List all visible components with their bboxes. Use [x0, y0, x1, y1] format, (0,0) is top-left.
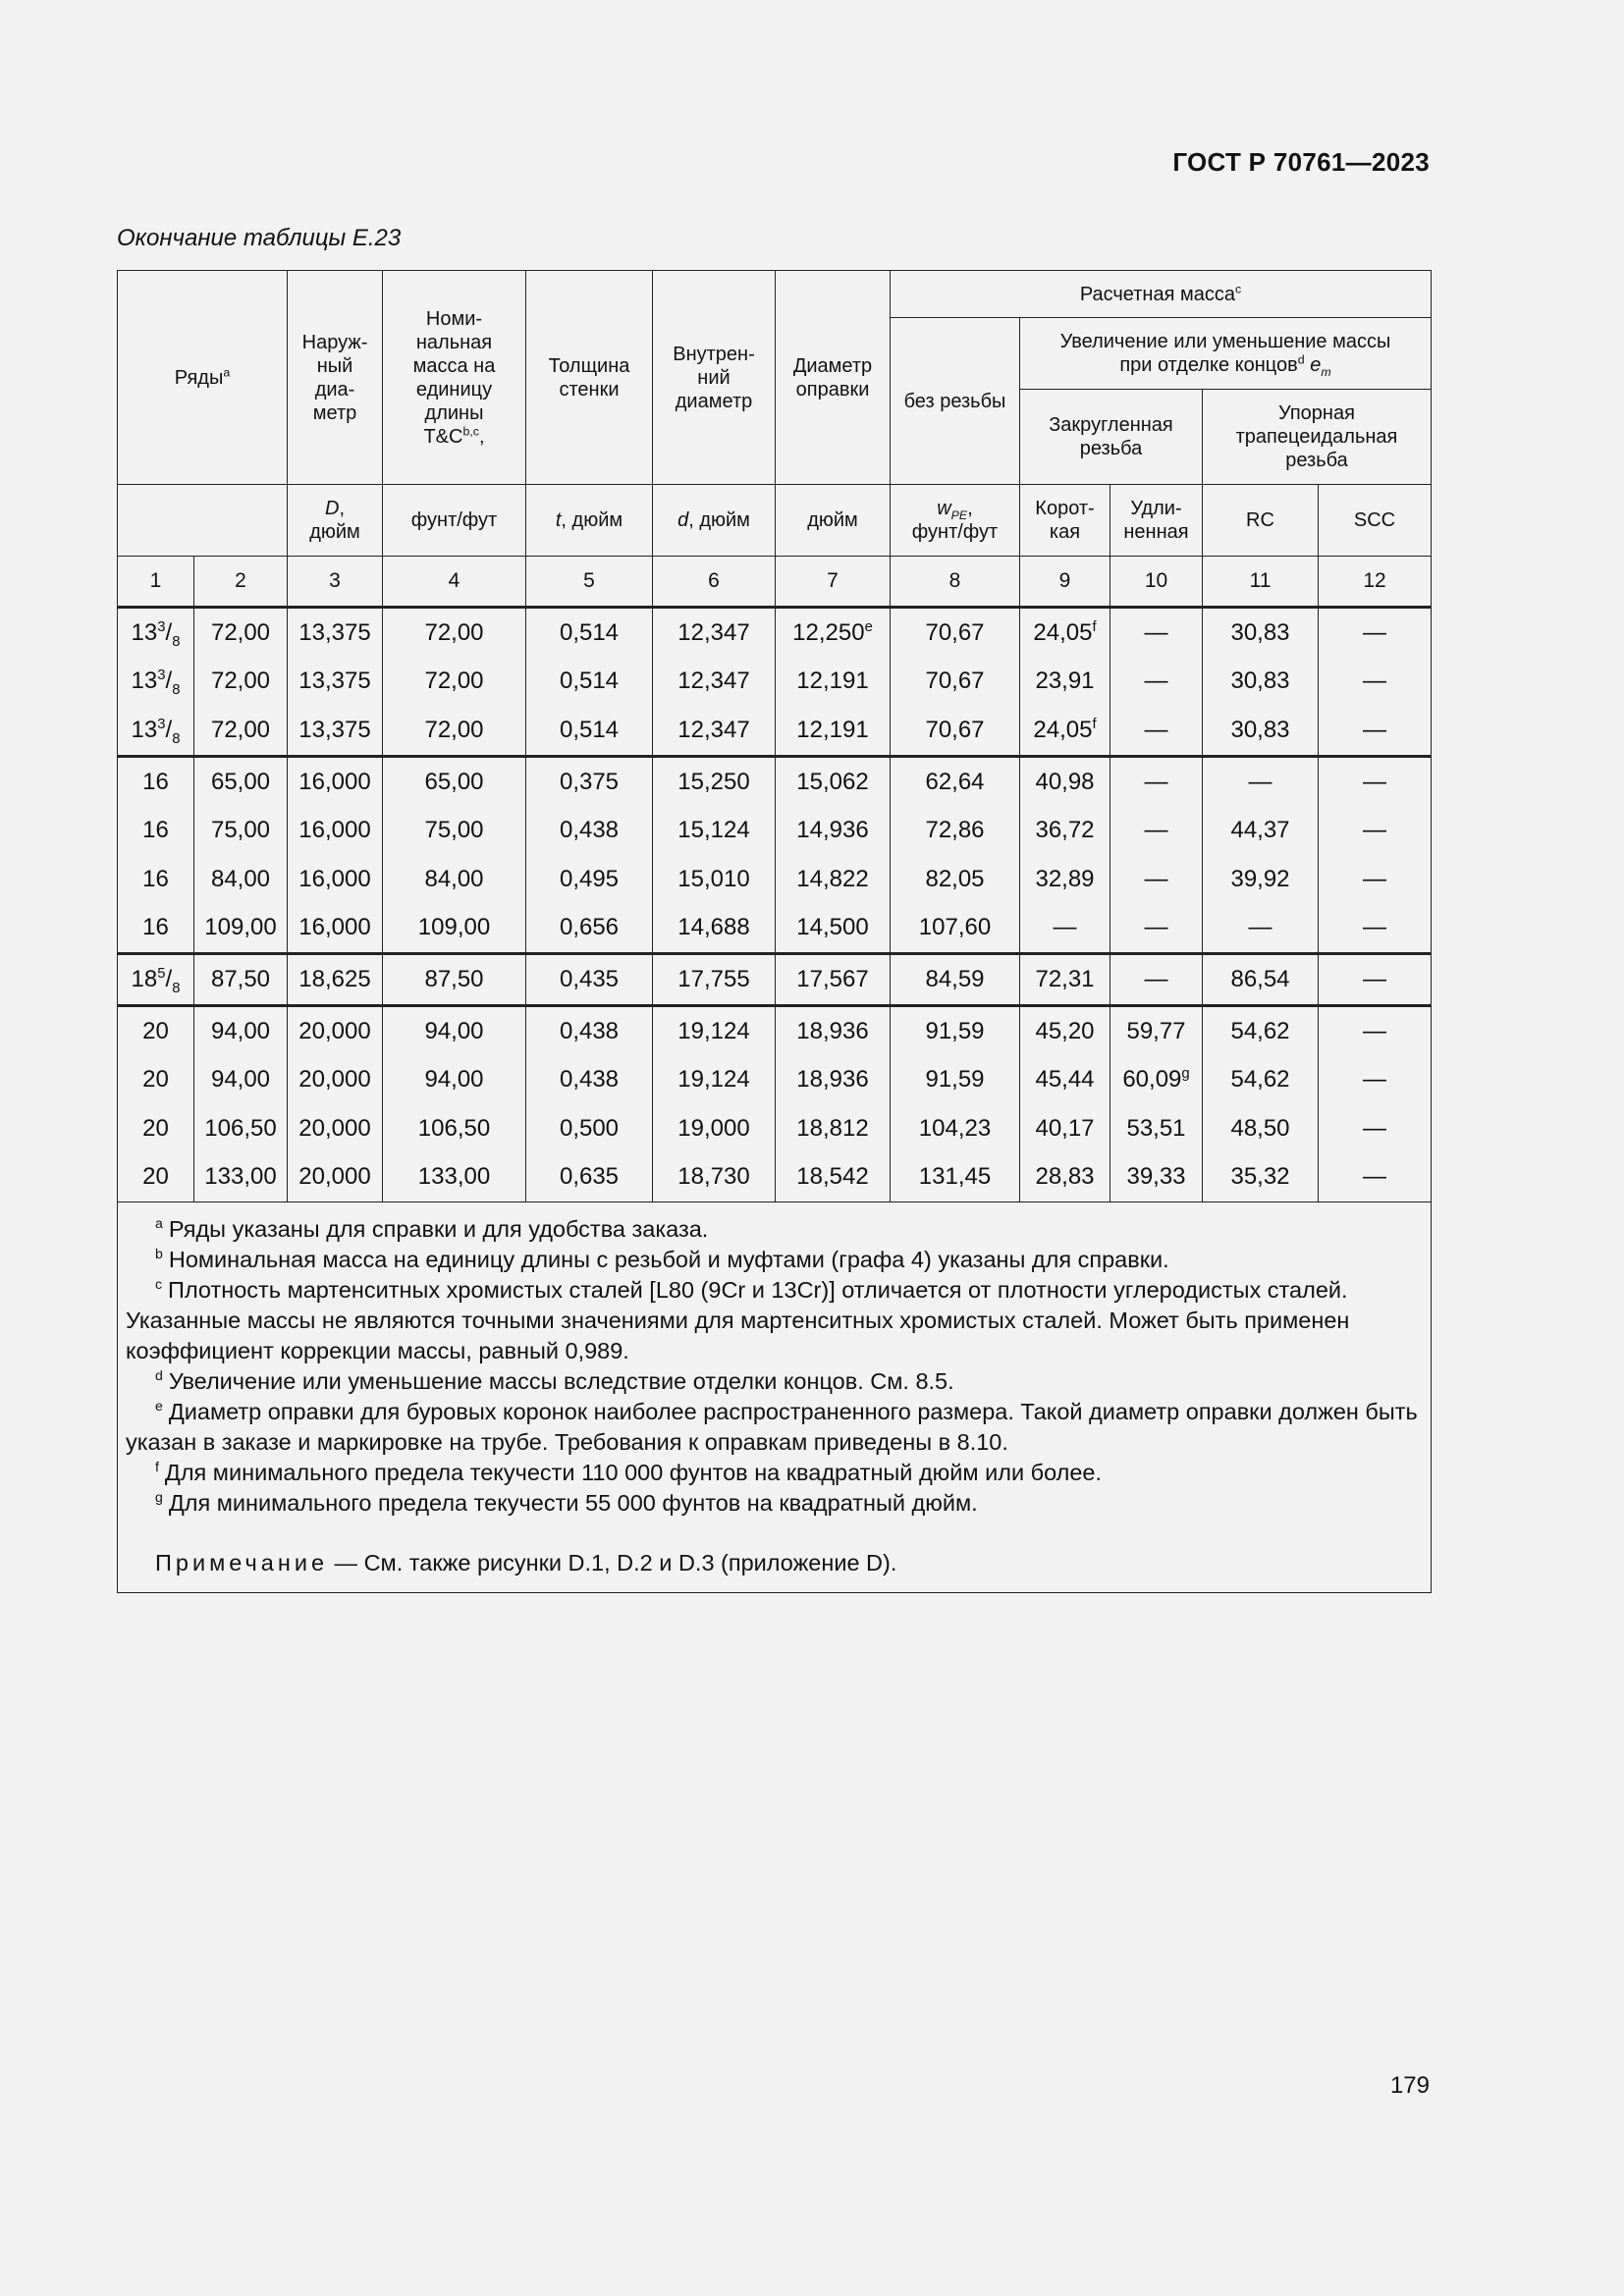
cell-c4: 94,00 [383, 1055, 526, 1104]
cell-c8: 104,23 [891, 1104, 1020, 1153]
cell-size: 16 [118, 806, 194, 855]
cell-c11: 54,62 [1203, 1055, 1319, 1104]
cell-c10: 39,33 [1110, 1153, 1203, 1202]
cell-size: 16 [118, 756, 194, 806]
cell-c5: 0,438 [526, 1055, 653, 1104]
cell-c6: 17,755 [653, 954, 776, 1006]
cell-c9: 72,31 [1020, 954, 1110, 1006]
cell-c5: 0,514 [526, 706, 653, 756]
cell-size: 20 [118, 1005, 194, 1055]
column-number: 5 [526, 557, 653, 608]
cell-c5: 0,635 [526, 1153, 653, 1202]
cell-c12: — [1319, 1005, 1432, 1055]
cell-c2: 72,00 [194, 706, 288, 756]
cell-c3: 16,000 [288, 855, 383, 904]
cell-c3: 20,000 [288, 1104, 383, 1153]
footnote: $^a$ Ряды указаны для справки и для удобства заказа. [155, 1215, 709, 1243]
header-nominal-mass: Номи- нальная масса на единицу длины $T\&C^{b,c}$, [383, 271, 526, 485]
cell-c6: 15,010 [653, 855, 776, 904]
unit-rows-empty [118, 485, 288, 557]
cell-c2: 133,00 [194, 1153, 288, 1202]
cell-c8: 70,67 [891, 658, 1020, 707]
cell-c6: 19,124 [653, 1005, 776, 1055]
cell-size: 20 [118, 1055, 194, 1104]
cell-c6: 12,347 [653, 608, 776, 658]
page-number: 179 [1389, 2072, 1430, 2099]
table-row [118, 1153, 1432, 1202]
footnote: $^f$ Для минимального предела текучести 110 000 фунтов на квадратный дюйм или более. [155, 1459, 1103, 1486]
header-buttress-thread: Упорная трапецеидальная резьба [1203, 390, 1432, 485]
cell-c9: 32,89 [1020, 855, 1110, 904]
cell-c9: 24,05$^f$ [1020, 608, 1110, 658]
cell-c7: 12,191 [776, 658, 891, 707]
footnotes [118, 1202, 1432, 1593]
header-calc-mass: Расчетная масса$^c$ [891, 271, 1432, 318]
table-row [118, 904, 1432, 954]
cell-c6: 12,347 [653, 658, 776, 707]
table-row [118, 756, 1432, 806]
column-number: 4 [383, 557, 526, 608]
cell-c3: 16,000 [288, 806, 383, 855]
cell-c6: 15,250 [653, 756, 776, 806]
cell-c5: 0,514 [526, 608, 653, 658]
cell-c9: 28,83 [1020, 1153, 1110, 1202]
table-caption: Окончание таблицы Е.23 [117, 225, 402, 251]
cell-c10: 59,77 [1110, 1005, 1203, 1055]
cell-c10: — [1110, 706, 1203, 756]
footnote: $^e$ Диаметр оправки для буровых коронок наиболее распространенного размера. Такой диаметр оправки должен быть указан в заказе и маркировке на трубе. Требования к оправкам приведены в 8.10. [126, 1398, 1418, 1456]
cell-c5: 0,495 [526, 855, 653, 904]
cell-c11: 30,83 [1203, 706, 1319, 756]
unit-drift: дюйм [776, 485, 891, 557]
cell-c2: 65,00 [194, 756, 288, 806]
header-wall-thickness: Толщина стенки [526, 271, 653, 485]
cell-c10: — [1110, 658, 1203, 707]
header-gain-loss: Увеличение или уменьшение массы при отделке концов$^d$ $e_m$ [1020, 318, 1432, 390]
cell-c2: 94,00 [194, 1005, 288, 1055]
cell-c7: 18,812 [776, 1104, 891, 1153]
cell-c12: — [1319, 1055, 1432, 1104]
data-table [117, 270, 1432, 1593]
column-number: 1 [118, 557, 194, 608]
cell-c10: 60,09$^g$ [1110, 1055, 1203, 1104]
cell-c3: 20,000 [288, 1153, 383, 1202]
header-drift-diameter: Диаметр оправки [776, 271, 891, 485]
cell-size: $13^3/_8$ [118, 706, 194, 756]
cell-c4: 87,50 [383, 954, 526, 1006]
cell-c12: — [1319, 954, 1432, 1006]
cell-c2: 87,50 [194, 954, 288, 1006]
cell-c11: — [1203, 904, 1319, 954]
cell-c2: 72,00 [194, 608, 288, 658]
cell-c2: 109,00 [194, 904, 288, 954]
cell-c11: 86,54 [1203, 954, 1319, 1006]
cell-c2: 94,00 [194, 1055, 288, 1104]
cell-c8: 82,05 [891, 855, 1020, 904]
unit-nominal-mass: фунт/фут [383, 485, 526, 557]
cell-c7: 18,936 [776, 1005, 891, 1055]
cell-c12: — [1319, 608, 1432, 658]
cell-size: $13^3/_8$ [118, 658, 194, 707]
cell-c4: 84,00 [383, 855, 526, 904]
cell-c9: 36,72 [1020, 806, 1110, 855]
cell-c10: — [1110, 756, 1203, 806]
cell-size: 20 [118, 1104, 194, 1153]
cell-c3: 13,375 [288, 706, 383, 756]
footnote: $^g$ Для минимального предела текучести 55 000 фунтов на квадратный дюйм. [155, 1489, 978, 1517]
cell-c12: — [1319, 706, 1432, 756]
cell-c12: — [1319, 1104, 1432, 1153]
table-row [118, 706, 1432, 756]
cell-c6: 14,688 [653, 904, 776, 954]
column-number: 9 [1020, 557, 1110, 608]
unit-wall: t, дюйм [526, 485, 653, 557]
header-scc: SCC [1319, 485, 1432, 557]
cell-c10: 53,51 [1110, 1104, 1203, 1153]
footnote: $^b$ Номинальная масса на единицу длины с резьбой и муфтами (графа 4) указаны для справки. [155, 1246, 1169, 1273]
cell-c8: 91,59 [891, 1055, 1020, 1104]
cell-c4: 65,00 [383, 756, 526, 806]
cell-c11: 30,83 [1203, 658, 1319, 707]
cell-c5: 0,656 [526, 904, 653, 954]
cell-c8: 62,64 [891, 756, 1020, 806]
cell-c4: 106,50 [383, 1104, 526, 1153]
cell-c2: 72,00 [194, 658, 288, 707]
cell-c4: 109,00 [383, 904, 526, 954]
table-row [118, 954, 1432, 1006]
cell-c7: 17,567 [776, 954, 891, 1006]
cell-c10: — [1110, 904, 1203, 954]
cell-c5: 0,500 [526, 1104, 653, 1153]
cell-c6: 12,347 [653, 706, 776, 756]
header-short: Корот- кая [1020, 485, 1110, 557]
header-rows: Ряды$^a$ [118, 271, 288, 485]
cell-c9: 24,05$^f$ [1020, 706, 1110, 756]
column-number: 12 [1319, 557, 1432, 608]
cell-c11: — [1203, 756, 1319, 806]
table-body [118, 608, 1432, 1202]
cell-c6: 18,730 [653, 1153, 776, 1202]
cell-c9: 40,17 [1020, 1104, 1110, 1153]
column-number: 3 [288, 557, 383, 608]
header-plain-end: без резьбы [891, 318, 1020, 485]
cell-c10: — [1110, 954, 1203, 1006]
cell-size: 16 [118, 904, 194, 954]
cell-c7: 14,500 [776, 904, 891, 954]
cell-c11: 39,92 [1203, 855, 1319, 904]
cell-c12: — [1319, 658, 1432, 707]
cell-c12: — [1319, 806, 1432, 855]
cell-c4: 133,00 [383, 1153, 526, 1202]
table-row [118, 855, 1432, 904]
column-number-row [118, 557, 1432, 608]
cell-c10: — [1110, 608, 1203, 658]
table-row [118, 1055, 1432, 1104]
column-number: 2 [194, 557, 288, 608]
cell-c4: 75,00 [383, 806, 526, 855]
cell-c9: 40,98 [1020, 756, 1110, 806]
table-row [118, 806, 1432, 855]
cell-c5: 0,375 [526, 756, 653, 806]
cell-c12: — [1319, 904, 1432, 954]
column-number: 6 [653, 557, 776, 608]
cell-c9: 45,44 [1020, 1055, 1110, 1104]
cell-c8: 70,67 [891, 706, 1020, 756]
table-row [118, 658, 1432, 707]
note: Примечание — См. также рисунки D.1, D.2 и D.3 (приложение D). [155, 1550, 897, 1576]
cell-c9: 23,91 [1020, 658, 1110, 707]
cell-c7: 15,062 [776, 756, 891, 806]
cell-c5: 0,514 [526, 658, 653, 707]
cell-c7: 18,936 [776, 1055, 891, 1104]
cell-c11: 30,83 [1203, 608, 1319, 658]
table-row [118, 1005, 1432, 1055]
cell-c4: 72,00 [383, 706, 526, 756]
table-row [118, 608, 1432, 658]
header-inner-diameter: Внутрен- ний диаметр [653, 271, 776, 485]
cell-c5: 0,438 [526, 806, 653, 855]
cell-c12: — [1319, 756, 1432, 806]
cell-c11: 48,50 [1203, 1104, 1319, 1153]
cell-c2: 75,00 [194, 806, 288, 855]
cell-c12: — [1319, 1153, 1432, 1202]
cell-c12: — [1319, 855, 1432, 904]
cell-c4: 94,00 [383, 1005, 526, 1055]
cell-c10: — [1110, 806, 1203, 855]
cell-size: $13^3/_8$ [118, 608, 194, 658]
cell-c6: 19,124 [653, 1055, 776, 1104]
cell-c8: 72,86 [891, 806, 1020, 855]
unit-plain-end: $w_{PE}$, фунт/фут [891, 485, 1020, 557]
cell-c6: 15,124 [653, 806, 776, 855]
cell-c11: 35,32 [1203, 1153, 1319, 1202]
header-long: Удли- ненная [1110, 485, 1203, 557]
cell-c11: 54,62 [1203, 1005, 1319, 1055]
column-number: 8 [891, 557, 1020, 608]
cell-c3: 20,000 [288, 1055, 383, 1104]
cell-c5: 0,438 [526, 1005, 653, 1055]
cell-size: 16 [118, 855, 194, 904]
document-code: ГОСТ Р 70761—2023 [1172, 147, 1430, 177]
cell-c8: 91,59 [891, 1005, 1020, 1055]
cell-c7: 14,822 [776, 855, 891, 904]
unit-inner-diameter: d, дюйм [653, 485, 776, 557]
cell-c7: 18,542 [776, 1153, 891, 1202]
table-row [118, 1104, 1432, 1153]
cell-c8: 84,59 [891, 954, 1020, 1006]
cell-size: $18^5/_8$ [118, 954, 194, 1006]
cell-c2: 106,50 [194, 1104, 288, 1153]
cell-c2: 84,00 [194, 855, 288, 904]
unit-outer-diameter: D, дюйм [288, 485, 383, 557]
cell-c4: 72,00 [383, 608, 526, 658]
cell-c7: 14,936 [776, 806, 891, 855]
cell-c3: 20,000 [288, 1005, 383, 1055]
cell-c9: 45,20 [1020, 1005, 1110, 1055]
cell-size: 20 [118, 1153, 194, 1202]
cell-c8: 70,67 [891, 608, 1020, 658]
footnote: $^c$ Плотность мартенситных хромистых сталей [L80 (9Cr и 13Cr)] отличается от плотности углеродистых сталей. Указанные массы не являются точными значениями для мартенситных хромистых сталей. Может быть применен коэффициент коррекции массы, равный 0,989. [126, 1276, 1350, 1364]
cell-c8: 131,45 [891, 1153, 1020, 1202]
header-outer-diameter: Наруж- ный диа- метр [288, 271, 383, 485]
cell-c10: — [1110, 855, 1203, 904]
header-rc: RC [1203, 485, 1319, 557]
footnote: $^d$ Увеличение или уменьшение массы вследствие отделки концов. См. 8.5. [155, 1367, 954, 1395]
column-number: 11 [1203, 557, 1319, 608]
cell-c6: 19,000 [653, 1104, 776, 1153]
cell-c7: 12,250e [776, 608, 891, 658]
cell-c11: 44,37 [1203, 806, 1319, 855]
cell-c4: 72,00 [383, 658, 526, 707]
cell-c3: 13,375 [288, 658, 383, 707]
column-number: 10 [1110, 557, 1203, 608]
header-round-thread: Закругленная резьба [1020, 390, 1203, 485]
cell-c3: 16,000 [288, 904, 383, 954]
cell-c8: 107,60 [891, 904, 1020, 954]
column-number: 7 [776, 557, 891, 608]
cell-c3: 13,375 [288, 608, 383, 658]
cell-c9: — [1020, 904, 1110, 954]
cell-c5: 0,435 [526, 954, 653, 1006]
cell-c3: 16,000 [288, 756, 383, 806]
cell-c3: 18,625 [288, 954, 383, 1006]
cell-c7: 12,191 [776, 706, 891, 756]
